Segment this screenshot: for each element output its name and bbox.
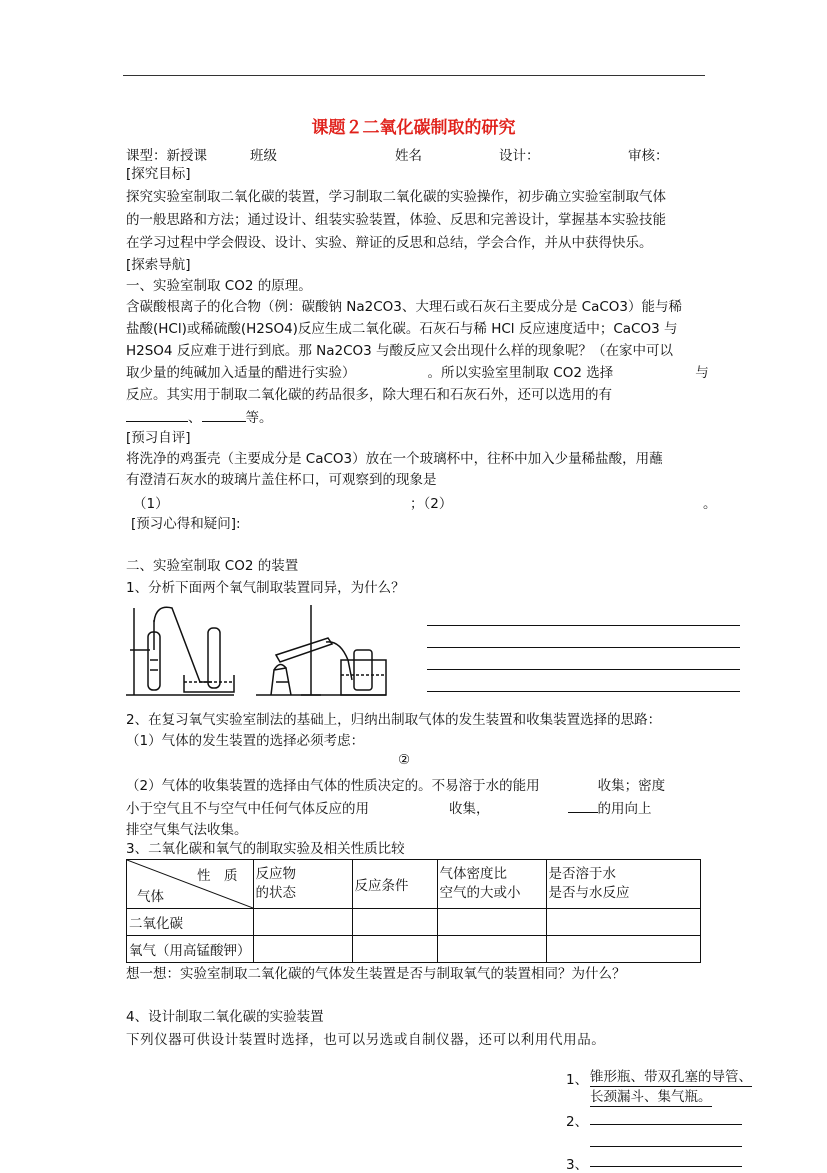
header-rule bbox=[123, 75, 705, 76]
question-2-2-b bbox=[126, 798, 652, 819]
blank-reagent-2[interactable] bbox=[202, 407, 246, 422]
cell-o2-solubility[interactable] bbox=[546, 936, 701, 963]
name-label: 姓名 bbox=[395, 148, 422, 164]
oxygen-apparatus-figure bbox=[126, 600, 416, 700]
answer-1-line-2: 长颈漏斗、集气瓶。 bbox=[590, 1089, 712, 1105]
cell-o2-state[interactable] bbox=[253, 936, 352, 963]
goals-line-2: 的一般思路和方法；通过设计、组装实验装置，体验、反思和完善设计，掌握基本实验技能 bbox=[126, 212, 666, 228]
part2-title: 二、实验室制取 CO2 的装置 bbox=[126, 558, 299, 574]
goals-heading: [探究目标] bbox=[126, 166, 191, 182]
q2-2-b-end: 的用向上 bbox=[597, 801, 652, 817]
goals-line-3: 在学习过程中学会假设、设计、实验、辩证的反思和总结，学会合作，并从中获得快乐。 bbox=[126, 235, 653, 251]
part1-line-6-sep: 、 bbox=[188, 410, 202, 426]
preview-item-2: ；（2） bbox=[410, 496, 453, 512]
nav-heading: [探索导航] bbox=[126, 257, 191, 273]
question-2-1-mark: ② bbox=[398, 752, 411, 768]
answer-num-1: 1、 bbox=[566, 1072, 589, 1088]
question-2-1: （1）气体的发生装置的选择必须考虑： bbox=[126, 733, 365, 749]
part1-line-1: 含碳酸根离子的化合物（例：碳酸钠 Na2CO3、大理石或石灰石主要成分是 CaCO3）能与稀 bbox=[126, 299, 683, 315]
think-question: 想一想：实验室制取二氧化碳的气体发生装置是否与制取氧气的装置相同？为什么？ bbox=[126, 966, 626, 982]
q2-2-b-text: 小于空气且不与空气中任何气体反应的用 bbox=[126, 801, 369, 817]
question-2-2-c: 排空气集气法收集。 bbox=[126, 822, 248, 838]
cell-co2-condition[interactable] bbox=[352, 909, 437, 936]
apparatus-a bbox=[126, 607, 234, 695]
answer-line-q1-1[interactable] bbox=[427, 625, 740, 626]
question-4: 4、设计制取二氧化碳的实验装置 bbox=[126, 1009, 324, 1025]
question-2: 2、在复习氧气实验室制法的基础上，归纳出制取气体的发生装置和收集装置选择的思路： bbox=[126, 712, 662, 728]
answer-line-q1-3[interactable] bbox=[427, 669, 740, 670]
cell-o2-density[interactable] bbox=[437, 936, 546, 963]
q2-2-a-end: 收集；密度 bbox=[597, 778, 666, 794]
preview-item-1: （1） bbox=[133, 496, 169, 512]
part1-line-5 bbox=[126, 385, 612, 405]
corner-top: 性 质 bbox=[197, 868, 238, 884]
answer-line-3[interactable] bbox=[590, 1166, 742, 1167]
cell-co2-state[interactable] bbox=[253, 909, 352, 936]
q2-2-a-text: （2）气体的收集装置的选择由气体的性质决定的。不易溶于水的能用 bbox=[126, 778, 540, 794]
part1-line-6 bbox=[126, 407, 273, 428]
row-label-o2: 氧气（用高锰酸钾） bbox=[127, 936, 254, 963]
cell-co2-solubility[interactable] bbox=[546, 909, 701, 936]
apparatus-b bbox=[256, 605, 386, 695]
class-label: 班级 bbox=[250, 148, 277, 164]
part1-line-4-tail: 。所以实验室里制取 CO2 选择 bbox=[427, 365, 614, 381]
blank-collect[interactable] bbox=[568, 798, 598, 813]
header-solubility: 是否溶于水 是否与水反应 bbox=[546, 860, 701, 909]
comparison-table bbox=[126, 859, 701, 963]
answer-1-line-1: 锥形瓶、带双孔塞的导管、 bbox=[590, 1069, 752, 1085]
part1-line-5-text: 反应。其实用于制取二氧化碳的药品很多，除大理石和石灰石外，还可以选用的有 bbox=[126, 387, 612, 403]
part1-title: 一、实验室制取 CO2 的原理。 bbox=[126, 278, 312, 294]
part1-line-4 bbox=[126, 363, 709, 383]
preview-line-1: 将洗净的鸡蛋壳（主要成分是 CaCO3）放在一个玻璃杯中，往杯中加入少量稀盐酸，用蘸 bbox=[126, 451, 663, 467]
corner-bottom: 气体 bbox=[137, 889, 164, 905]
review-label: 审核： bbox=[628, 148, 669, 164]
question-2-2-a bbox=[126, 776, 665, 796]
notes-heading: [预习心得和疑问]: bbox=[131, 516, 241, 532]
question-1: 1、分析下面两个氧气制取装置同异，为什么？ bbox=[126, 580, 405, 596]
course-type: 课型：新授课 bbox=[126, 148, 207, 164]
part1-line-3: H2SO4 反应难于进行到底。那 Na2CO3 与酸反应又会出现什么样的现象呢？（在家中可以 bbox=[126, 343, 673, 359]
design-label: 设计： bbox=[499, 148, 540, 164]
question-4-desc: 下列仪器可供设计装置时选择，也可以另选或自制仪器，还可以利用代用品。 bbox=[126, 1032, 606, 1048]
goals-line-1: 探究实验室制取二氧化碳的装置，学习制取二氧化碳的实验操作，初步确立实验室制取气体 bbox=[126, 189, 666, 205]
preview-line-2: 有澄清石灰水的玻璃片盖住杯口，可观察到的现象是 bbox=[126, 472, 437, 488]
preview-end: 。 bbox=[703, 496, 717, 512]
table-corner bbox=[127, 860, 254, 909]
q2-2-b-mid: 收集， bbox=[449, 801, 490, 817]
preview-heading: [预习自评] bbox=[126, 430, 191, 446]
header-reactant-state: 反应物 的状态 bbox=[253, 860, 352, 909]
page-title: 课题２二氧化碳制取的研究 bbox=[311, 118, 516, 138]
cell-o2-condition[interactable] bbox=[352, 936, 437, 963]
cell-co2-density[interactable] bbox=[437, 909, 546, 936]
part1-line-4-end: 与 bbox=[695, 365, 709, 381]
blank-reagent-1[interactable] bbox=[126, 407, 188, 422]
answer-num-2: 2、 bbox=[566, 1114, 589, 1130]
answer-line-q1-4[interactable] bbox=[427, 691, 740, 692]
answer-line-2a[interactable] bbox=[590, 1124, 742, 1125]
header-density: 气体密度比 空气的大或小 bbox=[437, 860, 546, 909]
header-reaction-condition: 反应条件 bbox=[352, 860, 437, 909]
answer-num-3: 3、 bbox=[566, 1157, 589, 1173]
answer-line-q1-2[interactable] bbox=[427, 647, 740, 648]
part1-line-2: 盐酸(HCl)或稀硫酸(H2SO4)反应生成二氧化碳。石灰石与稀 HCl 反应速度适中；CaCO3 与 bbox=[126, 321, 678, 337]
answer-line-2b[interactable] bbox=[590, 1146, 742, 1147]
part1-line-6-end: 等。 bbox=[245, 410, 273, 426]
part1-line-4-text: 取少量的纯碱加入适量的醋进行实验） bbox=[126, 365, 356, 381]
question-3: 3、二氧化碳和氧气的制取实验及相关性质比较 bbox=[126, 841, 405, 857]
row-label-co2: 二氧化碳 bbox=[127, 909, 254, 936]
